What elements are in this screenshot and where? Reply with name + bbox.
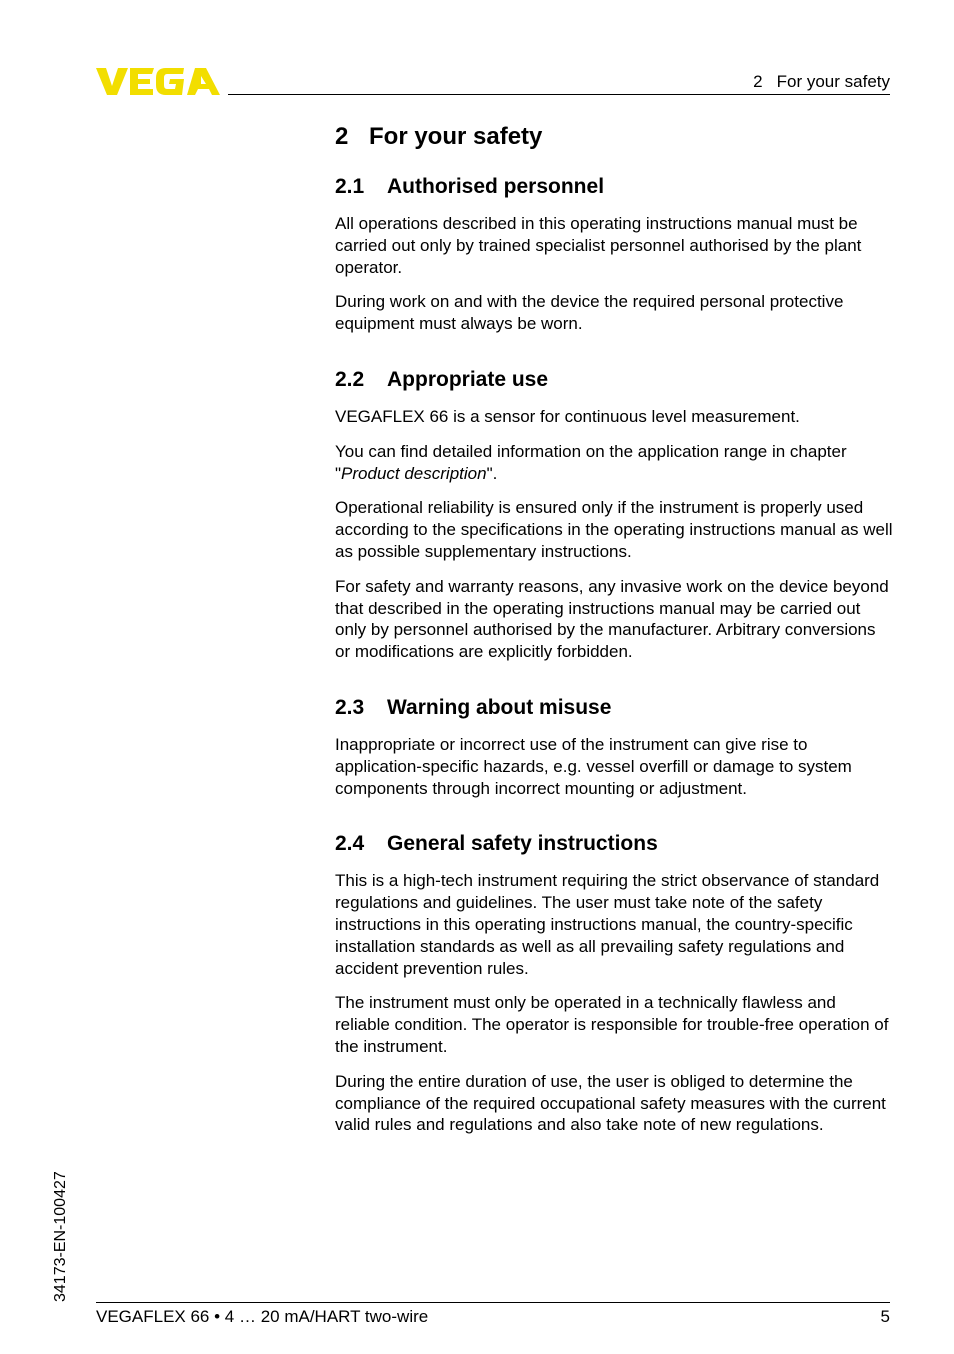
section-appropriate-use [335, 366, 895, 663]
section-heading [335, 173, 895, 201]
reference-prefix: You can find detailed information on the application range in chapter " [335, 441, 847, 483]
paragraph: Inappropriate or incorrect use of the instrument can give rise to application-specific hazards, e.g. vessel overfill or damage to system components through incorrect mounting or adjustment. [335, 734, 852, 798]
footer-rule [96, 1302, 890, 1303]
paragraph: This is a high-tech instrument requiring the strict observance of standard regulations and guidelines. The user must take note of the safety instructions in this operating instructions manual, the country-specific installation standards as well as all prevailing safety regulations and accident prevention rules. [335, 871, 880, 978]
paragraph: VEGAFLEX 66 is a sensor for continuous level measurement. [335, 406, 800, 426]
document-code: 34173-EN-100427 [52, 1171, 69, 1302]
chapter-reference-link[interactable]: Product description [341, 463, 487, 483]
running-head-number: 2 [753, 72, 763, 91]
section-authorised-personnel [335, 173, 895, 335]
section-number: 2.3 [335, 695, 365, 719]
paragraph: Operational reliability is ensured only if the instrument is properly used according to the specifications in the operating instructions manual as well as possible supplementary instructions. [335, 498, 893, 561]
paragraph: The instrument must only be operated in a technically flawless and reliable condition. The operator is responsible for trouble-free operation of the instrument. [335, 993, 889, 1056]
footer-product: VEGAFLEX 66 • 4 … 20 mA/HART two-wire [96, 1307, 429, 1326]
chapter-title: For your safety [369, 123, 543, 150]
section-number: 2.2 [335, 367, 365, 391]
chapter-heading [335, 120, 895, 154]
chapter-number: 2 [335, 123, 349, 150]
section-heading [335, 366, 895, 394]
vega-logo [96, 66, 220, 96]
section-warning-about-misuse [335, 694, 895, 799]
section-title: Appropriate use [387, 367, 549, 391]
main-content [335, 120, 895, 1149]
section-heading [335, 830, 895, 858]
section-heading [335, 694, 895, 722]
section-title: Authorised personnel [387, 175, 605, 198]
section-title: Warning about misuse [387, 695, 612, 719]
page-number: 5 [880, 1307, 890, 1326]
paragraph: During the entire duration of use, the user is obliged to determine the compliance of the required occupational safety measures with the current valid rules and regulations and also take note of new regulations. [335, 1071, 886, 1135]
section-title: General safety instructions [387, 832, 658, 856]
paragraph-chapter-reference [335, 441, 895, 485]
paragraph: During work on and with the device the required personal protective equipment must always be worn. [335, 292, 844, 334]
section-number: 2.1 [335, 175, 365, 198]
running-head-title: For your safety [776, 72, 890, 91]
paragraph: For safety and warranty reasons, any invasive work on the device beyond that described in the operating instructions manual may be carried out only by personnel authorised by the manufacturer. Arbitrary conversions or modifications are explicitly forbidden. [335, 576, 889, 662]
paragraph: All operations described in this operating instructions manual must be carried out only by trained specialist personnel authorised by the plant operator. [335, 214, 862, 277]
header-rule [228, 94, 890, 95]
reference-suffix: ". [486, 463, 498, 483]
section-general-safety-instructions [335, 830, 895, 1136]
section-number: 2.4 [335, 832, 365, 856]
running-head [753, 72, 890, 92]
